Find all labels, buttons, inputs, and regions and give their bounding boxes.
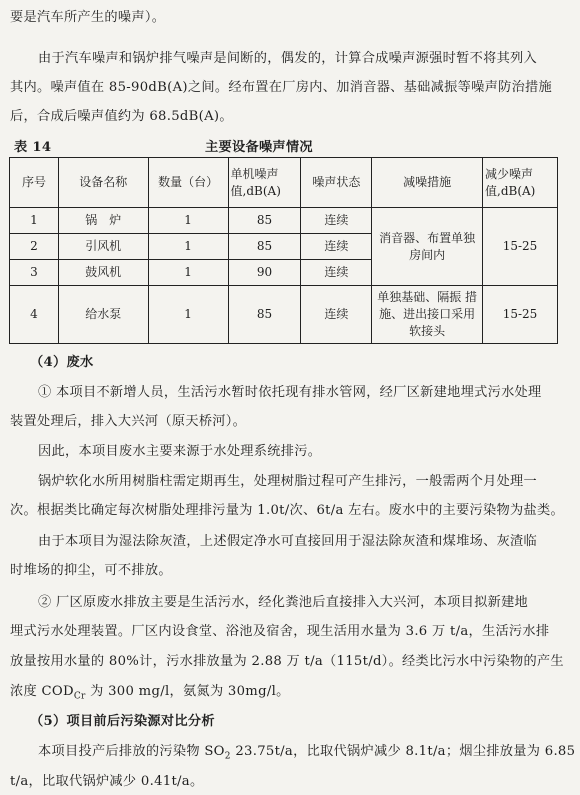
paragraph-line: 埋式污水处理装置。厂区内设食堂、浴池及宿舍，现生活用水量为 3.6 万 t/a，生活污水排 <box>10 624 550 639</box>
cell-name: 引风机 <box>58 234 148 260</box>
cell-qty: 1 <box>148 260 228 286</box>
header-cell: 减噪措施 <box>372 158 483 208</box>
cell-state: 连续 <box>301 260 372 286</box>
noise-table <box>9 157 558 344</box>
cell-no: 1 <box>10 208 59 234</box>
header-cell: 序号 <box>10 158 59 208</box>
table-row <box>10 286 558 344</box>
subscript: Cr <box>73 691 86 702</box>
cell-qty: 1 <box>148 286 228 344</box>
cell-measure: 单独基础、隔振 措施、进出接口采用软接头 <box>372 286 483 344</box>
paragraph-line: ① 本项目不新增人员，生活污水暂时依托现有排水管网，经厂区新建地埋式污水处理 <box>38 385 542 400</box>
text-run: 23.75t/a，比取代锅炉减少 8.1t/a；烟尘排放量为 6.85 <box>230 744 576 759</box>
paragraph-line: 锅炉软化水所用树脂柱需定期再生，处理树脂过程可产生排污，一般需两个月处理一 <box>38 474 538 489</box>
cell-noise: 85 <box>228 234 301 260</box>
cell-reduce: 15-25 <box>483 286 558 344</box>
section-4-title: （4）废水 <box>30 355 94 370</box>
paragraph-line: 放量按用水量的 80%计，污水排放量为 2.88 万 t/a（115t/d）。经类比污水中污染物的产生 <box>10 654 564 669</box>
paragraph-line: t/a，比取代锅炉减少 0.41t/a。 <box>10 774 204 789</box>
cell-noise: 85 <box>228 286 301 344</box>
paragraph-line: ② 厂区原废水排放主要是生活污水，经化粪池后直接排入大兴河，本项目拟新建地 <box>38 595 529 610</box>
cell-noise: 90 <box>228 260 301 286</box>
table-header-row <box>10 158 558 208</box>
cell-state: 连续 <box>301 286 372 344</box>
paragraph-line: 时堆场的抑尘，可不排放。 <box>10 563 172 578</box>
paragraph-line: 由于汽车噪声和锅炉排气噪声是间断的，偶发的，计算合成噪声源强时暂不将其列入 <box>38 51 538 66</box>
text-run: 为 300 mg/l，氨氮为 30mg/l。 <box>85 684 290 699</box>
cell-name: 鼓风机 <box>58 260 148 286</box>
table-caption: 主要设备噪声情况 <box>205 140 313 155</box>
section-5-title: （5）项目前后污染源对比分析 <box>30 714 215 729</box>
cell-noise: 85 <box>228 208 301 234</box>
text-run: 本项目投产后排放的污染物 SO <box>38 744 225 759</box>
header-cell: 数量（台） <box>148 158 228 208</box>
cell-reduce: 15-25 <box>483 208 558 286</box>
paragraph-line: 次。根据类比确定每次树脂处理排污量为 1.0t/次、6t/a 左右。废水中的主要污染物为盐类。 <box>10 503 564 518</box>
cell-no: 4 <box>10 286 59 344</box>
cell-state: 连续 <box>301 208 372 234</box>
table-row <box>10 208 558 234</box>
cell-no: 2 <box>10 234 59 260</box>
paragraph-line: 由于本项目为湿法除灰渣，上述假定净水可直接回用于湿法除灰渣和煤堆场、灰渣临 <box>38 534 538 549</box>
subscript: 2 <box>224 751 231 762</box>
cell-measure: 消音器、布置单独房间内 <box>372 208 483 286</box>
paragraph-line: 装置处理后，排入大兴河（原天桥河）。 <box>10 414 247 429</box>
header-cell: 单机噪声值,dB(A) <box>228 158 301 208</box>
intro-line: 要是汽车所产生的噪声）。 <box>10 10 166 25</box>
header-cell: 减少噪声值,dB(A) <box>483 158 558 208</box>
paragraph-line <box>38 740 575 762</box>
paragraph-line: 因此，本项目废水主要来源于水处理系统排污。 <box>38 444 322 459</box>
cell-no: 3 <box>10 260 59 286</box>
cell-name: 锅 炉 <box>58 208 148 234</box>
cell-qty: 1 <box>148 208 228 234</box>
paragraph-line: 后，合成后噪声值约为 68.5dB(A)。 <box>10 109 233 124</box>
paragraph-line: 其内。噪声值在 85-90dB(A)之间。经布置在厂房内、加消音器、基础减振等噪声防治措施 <box>10 80 553 95</box>
paragraph-line <box>10 680 290 702</box>
cell-state: 连续 <box>301 234 372 260</box>
table-label: 表 14 <box>14 140 52 155</box>
text-run: 浓度 COD <box>10 684 74 699</box>
cell-name: 给水泵 <box>58 286 148 344</box>
header-cell: 设备名称 <box>58 158 148 208</box>
header-cell: 噪声状态 <box>301 158 372 208</box>
cell-qty: 1 <box>148 234 228 260</box>
